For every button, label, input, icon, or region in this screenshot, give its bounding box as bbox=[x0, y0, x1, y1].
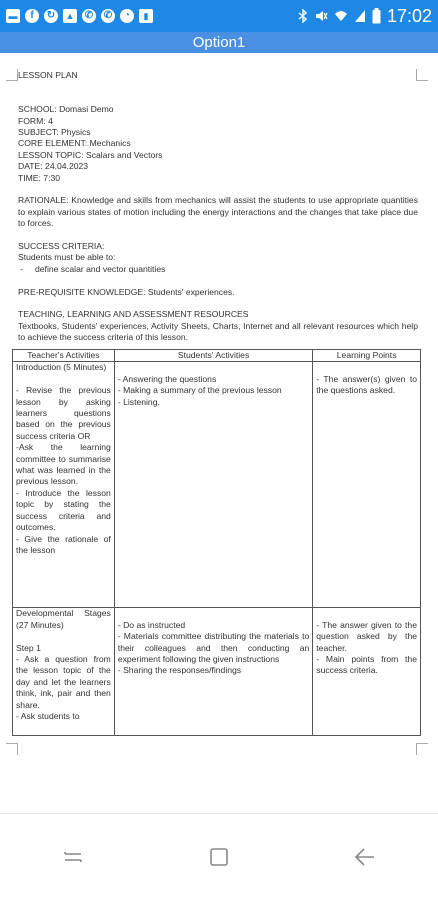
gallery-icon: ▲ bbox=[63, 9, 77, 23]
navigation-bar bbox=[0, 814, 438, 900]
school-line: SCHOOL: Domasi Demo bbox=[18, 104, 114, 115]
sync-icon: ↻ bbox=[44, 9, 58, 23]
sd-card-icon: ▮ bbox=[139, 9, 153, 23]
cell-line: - Answering the questions bbox=[117, 373, 217, 384]
page-corner-mark bbox=[416, 743, 428, 755]
resources-heading: TEACHING, LEARNING AND ASSESSMENT RESOURCES bbox=[18, 309, 249, 320]
success-criteria-heading: SUCCESS CRITERIA: bbox=[18, 241, 105, 252]
page-corner-mark bbox=[6, 743, 18, 755]
table-cell bbox=[114, 608, 312, 736]
cell-line: - Listening. bbox=[117, 396, 160, 407]
table-row bbox=[13, 362, 421, 608]
cell-line: - The answer(s) given to the questions asked. bbox=[316, 373, 417, 396]
cell-line bbox=[118, 362, 309, 373]
cell-line bbox=[316, 608, 417, 619]
cell-line: Developmental Stages (27 Minutes) bbox=[16, 608, 111, 630]
recent-apps-icon bbox=[62, 846, 84, 868]
cell-line: - Do as instructed bbox=[117, 619, 186, 630]
cell-line: - Give the rationale of the lesson bbox=[16, 533, 111, 555]
cell-line bbox=[316, 362, 417, 373]
success-criteria-intro: Students must be able to: bbox=[18, 252, 116, 263]
cell-line: -Ask the learning committee to summarise what was learned in the previous lesson. bbox=[16, 442, 111, 487]
table-header: Teacher's Activities bbox=[13, 350, 115, 362]
back-icon bbox=[354, 846, 376, 868]
page-corner-mark bbox=[6, 69, 18, 81]
lesson-topic-line: LESSON TOPIC: Scalars and Vectors bbox=[18, 149, 163, 160]
mute-icon bbox=[314, 9, 328, 23]
cell-line: - Revise the previous lesson by asking learners questions based on the previous success criteria OR bbox=[16, 385, 111, 441]
lesson-plan-table bbox=[12, 349, 421, 736]
recent-apps-button[interactable] bbox=[53, 837, 93, 877]
bluetooth-icon bbox=[298, 9, 308, 23]
table-cell bbox=[313, 362, 421, 608]
table-cell bbox=[313, 608, 421, 736]
notification-icon: ▬ bbox=[6, 9, 20, 23]
table-header: Learning Points bbox=[313, 350, 421, 362]
status-bar bbox=[0, 0, 438, 32]
document-heading: LESSON PLAN bbox=[18, 70, 78, 80]
system-icons bbox=[298, 6, 432, 27]
document-view[interactable] bbox=[0, 53, 438, 813]
table-cell bbox=[13, 362, 115, 608]
home-button[interactable] bbox=[199, 837, 239, 877]
wifi-icon bbox=[334, 9, 348, 23]
back-button[interactable] bbox=[345, 837, 385, 877]
time-line: TIME: 7:30 bbox=[18, 172, 61, 183]
cell-line bbox=[16, 374, 111, 385]
notification-icons bbox=[6, 9, 153, 23]
home-icon bbox=[208, 846, 230, 868]
core-element-line: CORE ELEMENT: Mechanics bbox=[18, 138, 131, 149]
clock: 17:02 bbox=[386, 5, 432, 26]
table-row bbox=[13, 608, 421, 736]
resources-paragraph: Textbooks, Students' experiences, Activity Sheets, Charts, Internet and all relevant resources which help to achieve the success criteria of this lesson. bbox=[18, 320, 418, 343]
whatsapp-icon: ✆ bbox=[82, 9, 96, 23]
cell-line: - Ask a question from the lesson topic of the day and let the learners think, ink, pair and then share. bbox=[16, 654, 111, 710]
success-criteria-item: - define scalar and vector quantities bbox=[18, 264, 418, 275]
data-saver-icon: ◔ bbox=[120, 9, 134, 23]
date-line: DATE: 24.04.2023 bbox=[18, 161, 89, 172]
subject-line: SUBJECT: Physics bbox=[18, 127, 91, 137]
title-bar: Option1 bbox=[0, 32, 438, 53]
cell-line: Step 1 bbox=[16, 642, 41, 653]
table-header-row bbox=[13, 350, 421, 362]
table-cell bbox=[13, 608, 115, 736]
signal-icon bbox=[354, 9, 366, 23]
cell-line: Introduction (5 Minutes) bbox=[16, 362, 107, 373]
cell-line: - Introduce the lesson topic by stating the success criteria and outcomes. bbox=[16, 487, 111, 533]
cell-line bbox=[118, 608, 309, 619]
cell-line: - Making a summary of the previous lesson bbox=[117, 385, 282, 396]
whatsapp-icon: ✆ bbox=[101, 9, 115, 23]
prerequisite-line: PRE-REQUISITE KNOWLEDGE: Students' experiences. bbox=[18, 286, 235, 297]
battery-icon bbox=[372, 8, 381, 24]
cell-line bbox=[16, 631, 111, 642]
cell-line: - The answer given to the question asked by the teacher. bbox=[316, 619, 417, 653]
document-page bbox=[18, 70, 418, 344]
cell-line: - Ask students to bbox=[16, 711, 80, 722]
rationale-paragraph: RATIONALE: Knowledge and skills from mechanics will assist the students to use appropriate quantities to explain various states of motion including the energy interactions and the changes that take place due to forces. bbox=[18, 195, 418, 229]
table-header: Students' Activities bbox=[114, 350, 312, 362]
cell-line: - Main points from the success criteria. bbox=[316, 654, 417, 676]
facebook-icon: f bbox=[25, 9, 39, 23]
form-line: FORM: 4 bbox=[18, 115, 53, 126]
cell-line: - Materials committee distributing the materials to their colleagues and then conducting an experiment following the given instructions bbox=[117, 631, 310, 665]
cell-line: - Sharing the responses/findings bbox=[117, 665, 242, 676]
table-cell bbox=[114, 362, 312, 608]
